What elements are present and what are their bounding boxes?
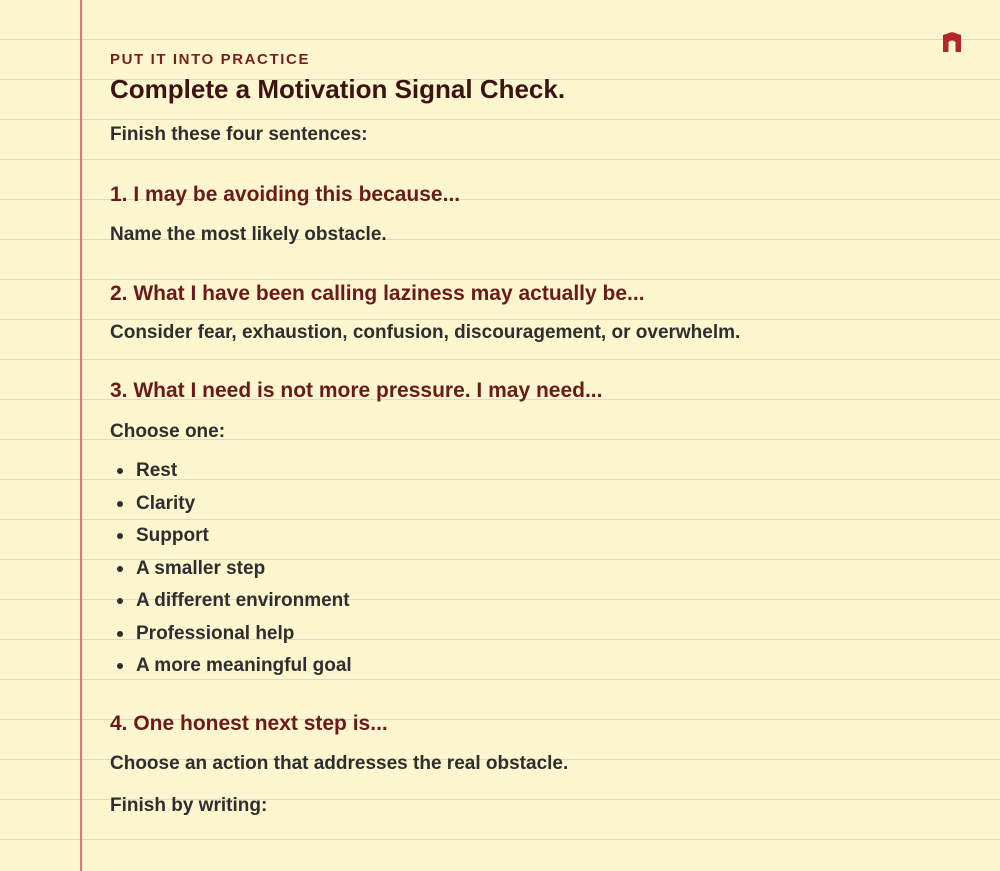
sentence-3-prompt: Choose one: — [110, 421, 226, 442]
list-item: Clarity — [110, 492, 352, 525]
list-item: Rest — [110, 459, 352, 492]
closing-instruction: Finish by writing: — [110, 795, 268, 816]
sentence-2-heading: 2. What I have been calling laziness may actually be... — [110, 282, 645, 305]
sentence-1-prompt: Name the most likely obstacle. — [110, 224, 387, 245]
list-item: A more meaningful goal — [110, 654, 352, 687]
sentence-3-heading: 3. What I need is not more pressure. I may need... — [110, 379, 603, 402]
list-item: A smaller step — [110, 557, 352, 590]
sentence-1-heading: 1. I may be avoiding this because... — [110, 183, 461, 206]
shield-logo-icon — [942, 31, 962, 53]
needs-options-list — [110, 459, 352, 687]
list-item: A different environment — [110, 589, 352, 622]
intro-text: Finish these four sentences: — [110, 124, 368, 145]
notebook-margin-line — [80, 0, 82, 871]
sentence-2-prompt: Consider fear, exhaustion, confusion, discouragement, or overwhelm. — [110, 322, 741, 343]
sentence-4-heading: 4. One honest next step is... — [110, 712, 388, 735]
page-title: Complete a Motivation Signal Check. — [110, 74, 566, 104]
list-item: Professional help — [110, 622, 352, 655]
sentence-4-prompt: Choose an action that addresses the real obstacle. — [110, 753, 569, 774]
list-item: Support — [110, 524, 352, 557]
section-eyebrow: PUT IT INTO PRACTICE — [110, 51, 311, 68]
